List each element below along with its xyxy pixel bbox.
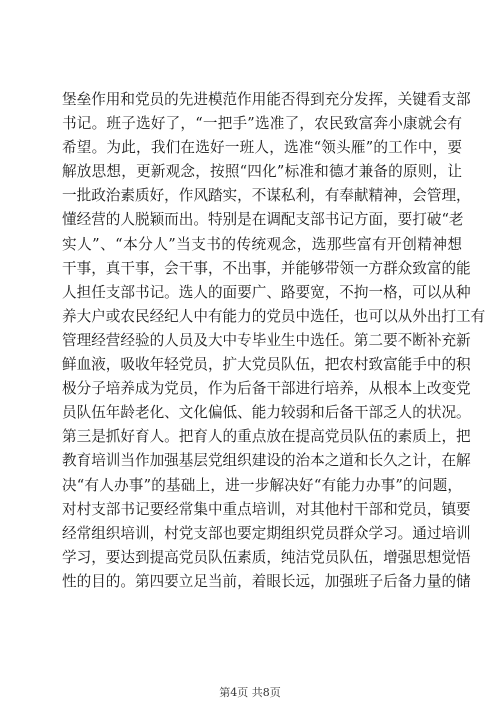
text-line: 学习，要达到提高党员队伍素质，纯洁党员队伍，增强思想觉悟 [62,548,471,566]
text-line: 干事，真干事，会干事，不出事，并能够带领一方群众致富的能 [62,259,471,277]
text-line: 极分子培养成为党员，作为后备干部进行培养，从根本上改变党 [62,380,471,398]
text-line: 实人”、“本分人”当支书的传统观念，选那些富有开创精神想 [62,235,462,253]
text-line: 经常组织培训，村党支部也要定期组织党员群众学习。通过培训 [62,524,471,542]
text-line: 员队伍年龄老化、文化偏低、能力较弱和后备干部乏人的状况。 [62,404,471,422]
text-line: 第三是抓好育人。把育人的重点放在提高党员队伍的素质上，把 [62,428,471,446]
text-line: 懂经营的人脱颖而出。特别是在调配支部书记方面，要打破“老 [62,211,464,229]
text-line: 性的目的。第四要立足当前，着眼长远，加强班子后备力量的储 [62,572,471,590]
text-line: 书记。班子选好了，“一把手”选准了，农民致富奔小康就会有 [62,115,462,133]
text-line: 解放思想，更新观念，按照“四化”标准和德才兼备的原则，让 [62,163,462,181]
text-line: 一批政治素质好，作风踏实，不谋私利，有奉献精神，会管理， [62,187,471,205]
body-paragraph [62,88,486,594]
text-line: 人担任支部书记。选人的面要广、路要宽，不拘一格，可以从种 [62,283,471,301]
text-line: 堡垒作用和党员的先进模范作用能否得到充分发挥，关键看支部 [62,91,471,108]
text-line: 希望。为此，我们在选好一班人，选准“领头雁”的工作中，要 [62,139,462,157]
text-line: 对村支部书记要经常集中重点培训，对其他村干部和党员，镇要 [62,500,471,518]
text-line: 养大户或农民经纪人中有能力的党员中选任，也可以从外出打工有 [62,307,486,325]
text-line: 决“有人办事”的基础上，进一步解决好“有能力办事”的问题， [62,476,462,494]
text-line: 鲜血液，吸收年轻党员，扩大党员队伍，把农村致富能手中的积 [62,356,471,374]
page-number-footer: 第4页 共8页 [219,686,281,699]
text-line: 管理经营经验的人员及大中专毕业生中选任。第二要不断补充新 [62,331,471,349]
text-line: 教育培训当作加强基层党组织建设的治本之道和长久之计，在解 [62,452,471,470]
